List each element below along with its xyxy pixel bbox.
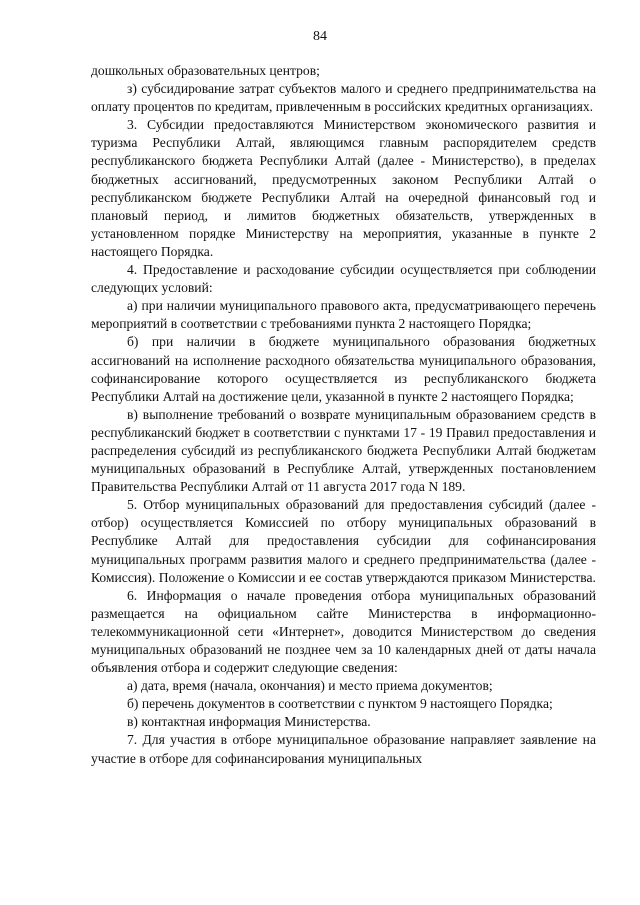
paragraph-4-item-v: в) выполнение требований о возврате муниципальным образованием средств в республиканский бюджет в соответствии с пунктами 17 - 19 Правил предоставления и распределения субсидий из республиканского бюджета Республики Алтай бюджетам муниципальных образований в Республике Алтай, утвержденных постановлением Правительства Республики Алтай от 11 августа 2017 года N 189.: [91, 406, 596, 495]
paragraph-4-item-b: б) при наличии в бюджете муниципального образования бюджетных ассигнований на исполнение расходного обязательства муниципального образования, софинансирование которого осуществляется из республиканского бюджета Республики Алтай на достижение цели, указанной в пункте 2 настоящего Порядка;: [91, 334, 596, 404]
paragraph-3: 3. Субсидии предоставляются Министерством экономического развития и туризма Республики Алтай, являющимся главным распорядителем средств республиканского бюджета Республики Алтай (далее - Министерство), в пределах бюджетных ассигнований, предусмотренных законом Республики Алтай о республиканском бюджете Республики Алтай на очередной финансовый год и плановый период, и лимитов бюджетных обязательств, утвержденных в установленном порядке Министерству на мероприятия, указанные в пункте 2 настоящего Порядка.: [91, 117, 596, 259]
document-body: [91, 62, 596, 768]
paragraph-6: 6. Информация о начале проведения отбора муниципальных образований размещается на официальном сайте Министерства в информационно-телекоммуникационной сети «Интернет», доводится Министерством до сведения муниципальных образований не позднее чем за 10 календарных дней от даты начала объявления отбора и содержит следующие сведения:: [91, 587, 596, 676]
paragraph-5: 5. Отбор муниципальных образований для предоставления субсидий (далее - отбор) осуществляется Комиссией по отбору муниципальных образований в Республике Алтай для предоставления субсидии для софинансирования муниципальных программ развития малого и среднего предпринимательства (далее - Комиссия). Положение о Комиссии и ее состав утверждаются приказом Министерства.: [91, 497, 596, 585]
paragraph-6-item-b: б) перечень документов в соответствии с пунктом 9 настоящего Порядка;: [127, 696, 553, 712]
paragraph-continuation: дошкольных образовательных центров;: [91, 63, 320, 78]
paragraph-4: 4. Предоставление и расходование субсидии осуществляется при соблюдении следующих условий:: [91, 262, 596, 296]
page-number: 84: [313, 29, 327, 44]
paragraph-4-item-a: а) при наличии муниципального правового акта, предусматривающего перечень мероприятий в соответствии с требованиями пункта 2 настоящего Порядка;: [91, 298, 596, 332]
paragraph-7: 7. Для участия в отборе муниципальное образование направляет заявление на участие в отборе для софинансирования муниципальных: [91, 732, 596, 766]
paragraph-6-item-a: а) дата, время (начала, окончания) и место приема документов;: [127, 678, 493, 694]
paragraph-item-z: з) субсидирование затрат субъектов малого и среднего предпринимательства на оплату процентов по кредитам, привлеченным в российских кредитных организациях.: [91, 81, 596, 115]
paragraph-6-item-v: в) контактная информация Министерства.: [127, 714, 371, 730]
